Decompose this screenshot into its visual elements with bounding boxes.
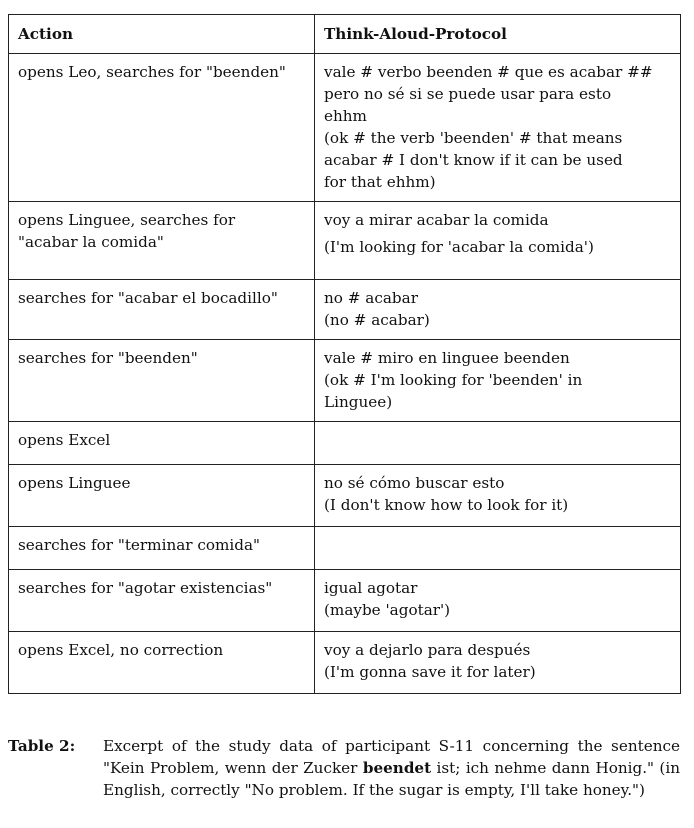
protocol-line: voy a dejarlo para después: [324, 641, 531, 659]
action-line: opens Excel, no correction: [18, 641, 224, 659]
action-cell: [9, 340, 315, 422]
protocol-line: vale # miro en linguee beenden: [324, 349, 570, 367]
action-line: searches for "terminar comida": [18, 536, 261, 554]
table-body: [9, 54, 681, 694]
protocol-line: Linguee): [324, 393, 393, 411]
action-cell: [9, 465, 315, 527]
action-cell: [9, 280, 315, 340]
study-data-table: [8, 14, 681, 694]
protocol-line: for that ehhm): [324, 173, 436, 191]
table-row: [9, 340, 681, 422]
action-cell: [9, 54, 315, 202]
protocol-cell: [315, 632, 681, 694]
caption-text: [103, 735, 680, 801]
protocol-cell: [315, 527, 681, 570]
action-cell: [9, 202, 315, 280]
protocol-cell: [315, 570, 681, 632]
protocol-line: pero no sé si se puede usar para esto: [324, 85, 612, 103]
protocol-line: acabar # I don't know if it can be used: [324, 151, 623, 169]
protocol-cell: [315, 280, 681, 340]
action-line: searches for "agotar existencias": [18, 579, 273, 597]
protocol-line: ehhm: [324, 107, 367, 125]
action-line: opens Leo, searches for "beenden": [18, 63, 286, 81]
protocol-line: (no # acabar): [324, 311, 430, 329]
protocol-cell: [315, 465, 681, 527]
action-line: opens Linguee: [18, 474, 131, 492]
table-row: [9, 202, 681, 280]
table-header-row: [9, 15, 681, 54]
table-row: [9, 632, 681, 694]
protocol-cell: [315, 202, 681, 280]
action-line: searches for "acabar el bocadillo": [18, 289, 278, 307]
table-row: [9, 527, 681, 570]
caption-bold-word: beendet: [362, 759, 432, 777]
table-caption: [8, 735, 680, 801]
action-line: "acabar la comida": [18, 233, 164, 251]
protocol-line: (I don't know how to look for it): [324, 496, 569, 514]
action-cell: [9, 570, 315, 632]
caption-text-after: ist; ich nehme dann Honig." (in English, correctly "No problem. If the sugar is empty, I'll take honey."): [103, 759, 680, 799]
protocol-line: (I'm looking for 'acabar la comida'): [324, 238, 594, 256]
protocol-cell: [315, 340, 681, 422]
protocol-cell: [315, 54, 681, 202]
protocol-line: (maybe 'agotar'): [324, 601, 451, 619]
table-row: [9, 54, 681, 202]
protocol-cell: [315, 422, 681, 465]
action-line: opens Excel: [18, 431, 111, 449]
table-row: [9, 422, 681, 465]
protocol-line: voy a mirar acabar la comida: [324, 211, 549, 229]
protocol-line: no # acabar: [324, 289, 418, 307]
action-cell: [9, 527, 315, 570]
protocol-line: (ok # the verb 'beenden' # that means: [324, 129, 623, 147]
protocol-line: vale # verbo beenden # que es acabar ##: [324, 63, 653, 81]
action-line: opens Linguee, searches for: [18, 211, 236, 229]
protocol-line: (I'm gonna save it for later): [324, 663, 536, 681]
table-row: [9, 570, 681, 632]
action-cell: [9, 422, 315, 465]
column-header-action: Action: [9, 15, 315, 54]
action-cell: [9, 632, 315, 694]
table-row: [9, 280, 681, 340]
action-line: searches for "beenden": [18, 349, 198, 367]
column-header-think-aloud-protocol: Think-Aloud-Protocol: [315, 15, 681, 54]
caption-label: Table 2:: [8, 737, 76, 755]
protocol-line: igual agotar: [324, 579, 418, 597]
table-row: [9, 465, 681, 527]
protocol-line: (ok # I'm looking for 'beenden' in: [324, 371, 583, 389]
protocol-line: no sé cómo buscar esto: [324, 474, 505, 492]
caption-text-before: Excerpt of the study data of participant S-11 concerning the sentence "Kein Problem, wenn der Zucker: [103, 737, 680, 777]
